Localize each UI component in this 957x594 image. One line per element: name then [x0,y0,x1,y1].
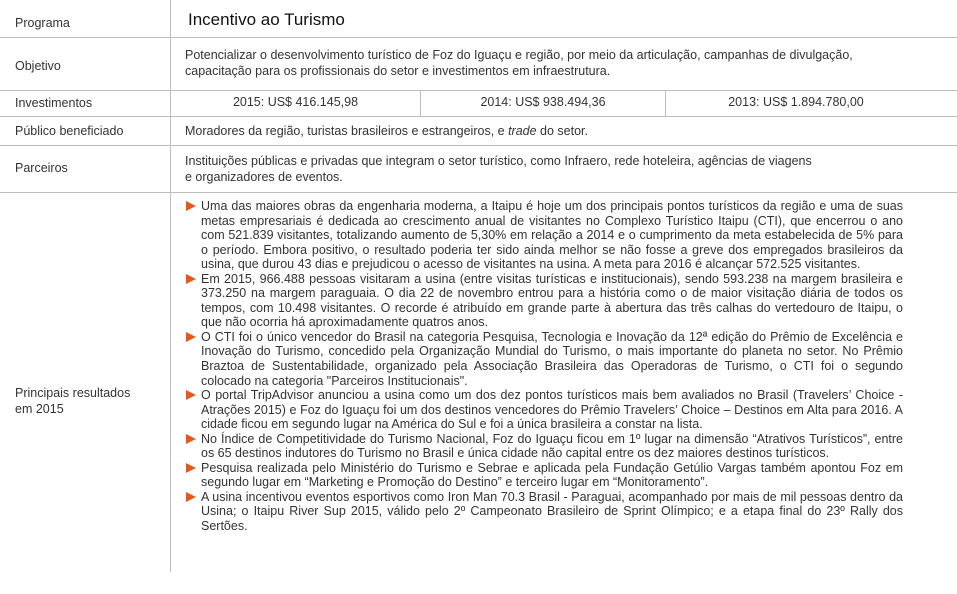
parceiros-line: Instituições públicas e privadas que integram o setor turístico, como Infraero, rede hoteleira, agências de viagens [185,154,812,168]
publico-text-start: Moradores da região, turistas brasileiros e estrangeiros, e [185,124,509,138]
result-text: Em 2015, 966.488 pessoas visitaram a usina (entre visitas turísticas e institucionais), sendo 593.238 na margem brasileira e 373.250 na margem paraguaia. O dia 22 de novembro entrou para a história como o de maior visitação diária de todos os tempos, com 10.498 visitantes. O recorde é atribuído em grande parte à abertura das três calhas do vertedouro de Itaipu, o que não ocorria há aproximadamente quatros anos. [201,271,903,330]
bullet-triangle-icon [186,390,196,400]
publico-text-end: do setor. [536,124,589,138]
column-divider [170,0,171,572]
row-divider [0,116,957,117]
result-text: O CTI foi o único vencedor do Brasil na categoria Pesquisa, Tecnologia e Inovação da 12ª edição do Prêmio de Excelência e Inovação do Turismo, concedido pela Organização Mundial do Turismo, o mais importante do planeta no setor. No Prêmio Braztoa de Sustentabilidade, organizado pela Associação Brasileira das Operadoras de Turismo, o CTI foi o segundo colocado na categoria "Parceiros Institucionais". [201,329,903,388]
result-text: Uma das maiores obras da engenharia moderna, a Itaipu é hoje um dos principais pontos turísticos da região e uma de suas metas empresariais é dedicada ao crescimento anual de visitantes no Complexo Turístico Itaipu (CTI), que encerrou o ano com 521.839 visitantes, totalizando aumento de 5,30% em relação a 2014 e o cumprimento da meta estabelecida de 5% para o período. Embora positivo, o resultado poderia ter sido ainda melhor se não fosse a greve dos empregados brasileiros da usina, que durou 43 dias e prejudicou o acesso de visitantes na usina. A meta para 2016 é alcançar 572.525 visitantes. [201,199,903,272]
investment-2015: 2015: US$ 416.145,98 [232,95,359,109]
result-item [185,461,903,490]
investment-2014: 2014: US$ 938.494,36 [480,95,606,109]
objetivo-label: Objetivo [15,59,61,73]
objetivo-line: Potencializar o desenvolvimento turístico de Foz do Iguaçu e região, por meio da articulação, campanhas de divulgação, [185,48,853,62]
row-divider [0,37,957,38]
results-list [185,199,903,534]
bullet-triangle-icon [186,332,196,342]
resultados-label-line: Principais resultados [15,386,131,400]
parceiros-line: e organizadores de eventos. [185,170,343,184]
bullet-triangle-icon [186,492,196,502]
publico-label: Público beneficiado [15,124,124,138]
result-item [185,330,903,388]
row-divider [0,145,957,146]
parceiros-label: Parceiros [15,161,68,175]
resultados-label-line: em 2015 [15,402,64,416]
program-title: Incentivo ao Turismo [188,10,345,29]
bullet-triangle-icon [186,274,196,284]
bullet-triangle-icon [186,434,196,444]
resultados-label [15,385,130,417]
result-item [185,199,903,272]
result-text: No Índice de Competitividade do Turismo Nacional, Foz do Iguaçu ficou em 1º lugar na dimensão “Atrativos Turísticos”, entre os 65 destinos indutores do Turismo no Brasil e única cidade não capital entre os dez maiores destinos turísticos. [201,431,903,461]
objetivo-line: capacitação para os profissionais do setor e investimentos em infraestrutura. [185,64,611,78]
result-text: A usina incentivou eventos esportivos como Iron Man 70.3 Brasil - Paraguai, acompanhado por mais de mil pessoas dentro da Usina; o Itaipu River Sup 2015, válido pelo 2º Campeonato Brasileiro de Sprint Olímpico; e a etapa final do 23º Rally dos Sertões. [201,489,903,534]
result-item [185,388,903,432]
publico-text-emphasis: trade [508,124,537,138]
result-item [185,432,903,461]
objetivo-text [185,47,925,79]
result-text: O portal TripAdvisor anunciou a usina como um dos dez pontos turísticos mais bem avaliados no Brasil (Travelers’ Choice - Atrações 2015) e Foz do Iguaçu foi um dos destinos vencedores do Prêmio Travelers’ Choice – Destinos em Alta para 2016. A cidade ficou em segundo lugar na América do Sul e foi a única brasileira a constar na lista. [201,388,903,432]
result-item [185,272,903,330]
investimentos-label: Investimentos [15,96,93,110]
row-divider [0,192,957,193]
programa-label: Programa [15,16,70,30]
parceiros-text [185,153,925,185]
result-text: Pesquisa realizada pelo Ministério do Turismo e Sebrae e aplicada pela Fundação Getúlio Vargas também apontou Foz em segundo lugar em “Marketing e Promoção do Destino” e terceiro lugar em “Monitoramento”. [201,460,903,490]
investment-2013: 2013: US$ 1.894.780,00 [728,95,864,109]
bullet-triangle-icon [186,201,196,211]
row-divider [0,90,957,91]
bullet-triangle-icon [186,463,196,473]
result-item [185,490,903,534]
publico-text [185,123,588,139]
